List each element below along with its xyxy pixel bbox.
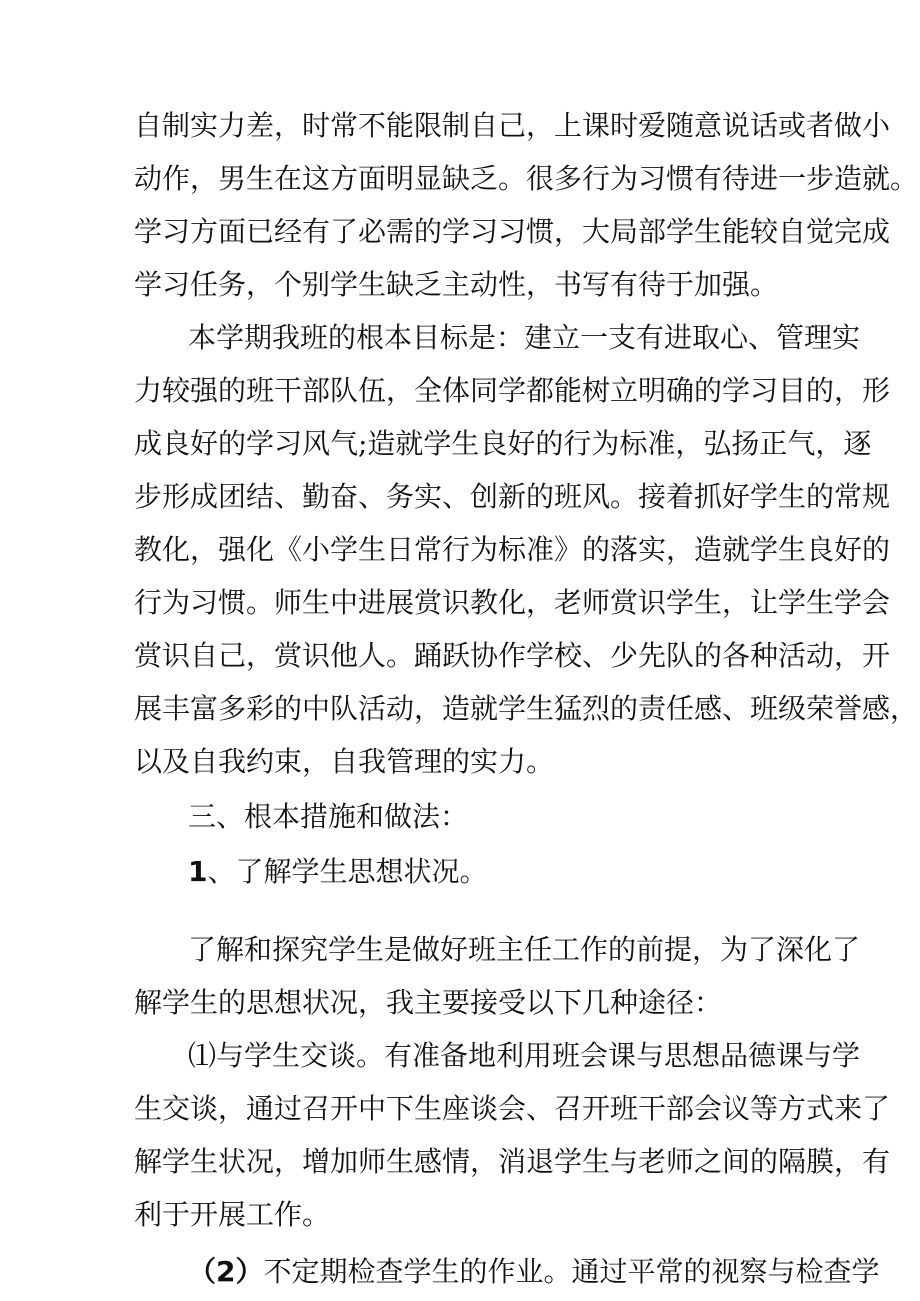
text-line: 展丰富多彩的中队活动，造就学生猛烈的责任感、班级荣誉感， <box>134 692 919 725</box>
text-line: 动作，男生在这方面明显缺乏。很多行为习惯有待进一步造就。 <box>134 162 919 195</box>
text-line: 自制实力差，时常不能限制自己，上课时爱随意说话或者做小 <box>134 109 891 142</box>
numbered-item <box>188 1252 880 1292</box>
text-line: 以及自我约束，自我管理的实力。 <box>134 745 555 778</box>
subheading-text: 、了解学生思想状况。 <box>207 855 488 888</box>
item-text: 不定期检查学生的作业。通过平常的视察与检查学 <box>263 1255 880 1288</box>
text-line: 本学期我班的根本目标是：建立一支有进取心、管理实 <box>188 321 861 354</box>
text-line: ⑴与学生交谈。有准备地利用班会课与思想品德课与学 <box>188 1039 861 1072</box>
text-line: 行为习惯。师生中进展赏识教化，老师赏识学生，让学生学会 <box>134 586 891 619</box>
text-line: 利于开展工作。 <box>134 1198 331 1231</box>
text-line: 了解和探究学生是做好班主任工作的前提，为了深化了 <box>188 933 861 966</box>
text-line: 赏识自己，赏识他人。踊跃协作学校、少先队的各种活动，开 <box>134 639 891 672</box>
section-heading: 三、根本措施和做法： <box>188 800 469 833</box>
text-line: 解学生状况，增加师生感情，消退学生与老师之间的隔膜，有 <box>134 1145 891 1178</box>
item-number: （2） <box>188 1255 264 1288</box>
text-line: 学习方面已经有了必需的学习习惯，大局部学生能较自觉完成 <box>134 215 891 248</box>
text-line: 解学生的思想状况，我主要接受以下几种途径： <box>134 986 723 1019</box>
text-line: 步形成团结、勤奋、务实、创新的班风。接着抓好学生的常规 <box>134 480 891 513</box>
text-line: 教化，强化《小学生日常行为标准》的落实，造就学生良好的 <box>134 533 891 566</box>
text-line: 力较强的班干部队伍，全体同学都能树立明确的学习目的，形 <box>134 374 891 407</box>
text-line: 学习任务，个别学生缺乏主动性，书写有待于加强。 <box>134 268 779 301</box>
subheading-number: 1 <box>188 855 208 888</box>
text-line: 成良好的学习风气;造就学生良好的行为标准，弘扬正气，逐 <box>134 427 872 460</box>
text-line: 生交谈，通过召开中下生座谈会、召开班干部会议等方式来了 <box>134 1092 891 1125</box>
subheading <box>188 852 488 892</box>
